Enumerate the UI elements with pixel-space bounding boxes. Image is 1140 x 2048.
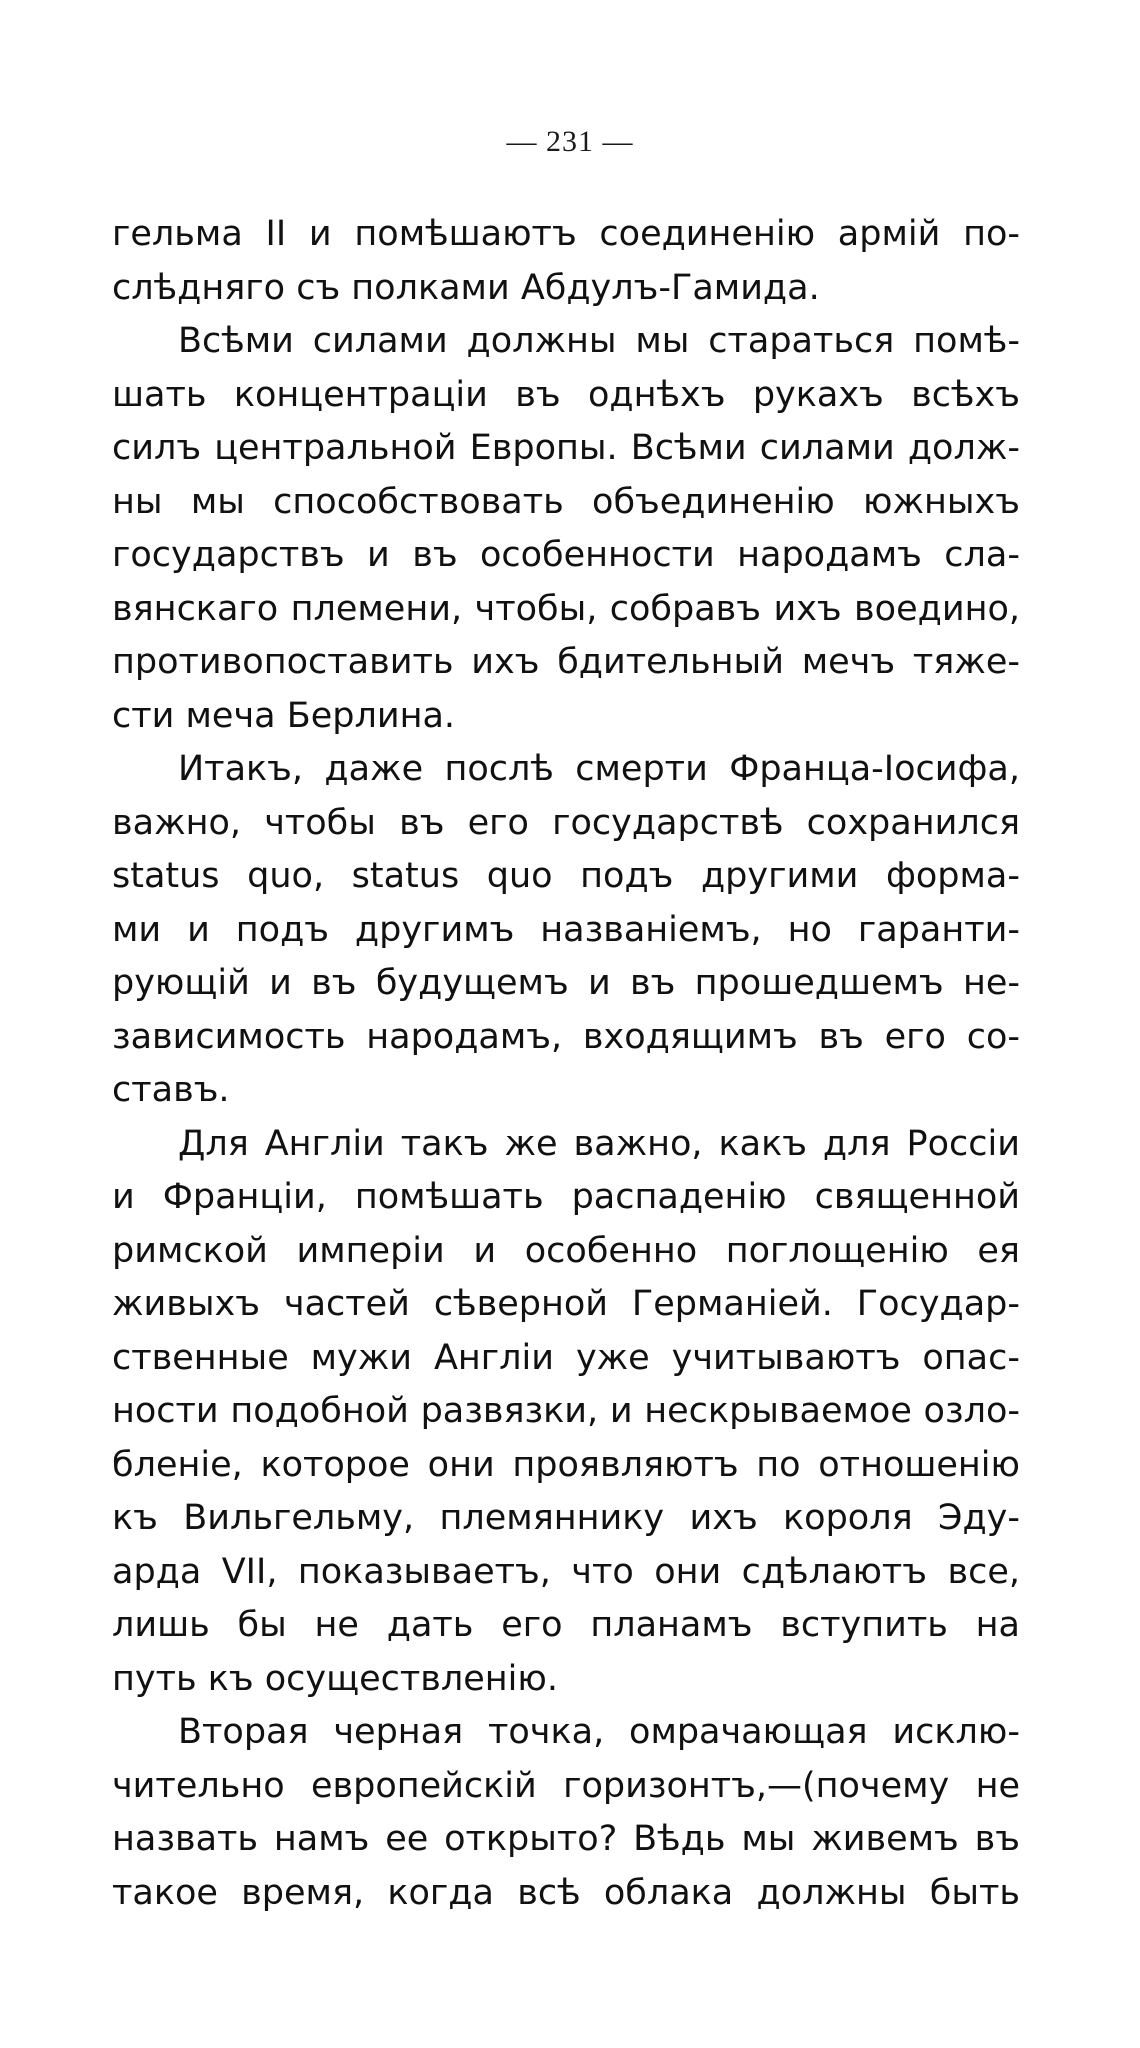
text-line: status quo, status quo подъ другими форма-	[112, 856, 1020, 896]
paragraph-4	[112, 1118, 1020, 1707]
text-line: вянскаго племени, чтобы, собравъ ихъ воедино,	[112, 588, 1020, 629]
text-line: къ Вильгельму, племяннику ихъ короля Эду-	[112, 1498, 1020, 1538]
text-line: гельма II и помѣшаютъ соединенію армій по-	[112, 214, 1020, 254]
text-line: такое время, когда всѣ облака должны быть	[112, 1872, 1020, 1913]
text-line: Всѣми силами должны мы стараться помѣ-	[178, 321, 1020, 361]
text-line: ставъ.	[112, 1070, 230, 1110]
text-line: ности подобной развязки, и нескрываемое озло-	[112, 1391, 1020, 1431]
text-line: важно, чтобы въ его государствѣ сохранился	[112, 802, 1020, 843]
text-line: и Франціи, помѣшать распаденію священной	[112, 1177, 1020, 1217]
paragraph-2	[112, 315, 1020, 743]
text-line: зависимость народамъ, входящимъ въ его со-	[112, 1016, 1020, 1057]
text-line: назвать намъ ее открыто? Вѣдь мы живемъ въ	[112, 1819, 1020, 1859]
text-line: лишь бы не дать его планамъ вступить на	[112, 1605, 1020, 1645]
text-line: Итакъ, даже послѣ смерти Франца-Іосифа,	[178, 749, 1020, 789]
text-line: государствъ и въ особенности народамъ сла-	[112, 535, 1020, 575]
page-number: — 231 —	[506, 125, 634, 158]
paragraph-3	[112, 743, 1020, 1118]
text-line: сти меча Берлина.	[112, 695, 456, 736]
text-line: шать концентраціи въ однѣхъ рукахъ всѣхъ	[112, 374, 1020, 415]
text-line: слѣдняго съ полками Абдулъ-Гамида.	[112, 267, 820, 308]
text-line: противопоставить ихъ бдительный мечъ тяже-	[112, 642, 1020, 682]
text-line: арда VII, показываетъ, что они сдѣлаютъ все,	[112, 1551, 1020, 1592]
text-line: Вторая черная точка, омрачающая исклю-	[178, 1712, 1020, 1752]
text-line: Для Англіи такъ же важно, какъ для Россіи	[178, 1123, 1020, 1164]
text-line: путь къ осуществленію.	[112, 1658, 558, 1699]
text-line: ственные мужи Англіи уже учитываютъ опас-	[112, 1337, 1020, 1378]
body-text	[112, 208, 1020, 1920]
text-line: чительно европейскій горизонтъ,—(почему не	[112, 1765, 1020, 1806]
text-line: римской имперіи и особенно поглощенію ея	[112, 1230, 1020, 1271]
text-line: бленіе, которое они проявляютъ по отношенію	[112, 1444, 1020, 1485]
text-line: живыхъ частей сѣверной Германіей. Государ-	[112, 1284, 1020, 1324]
text-line: ны мы способствовать объединенію южныхъ	[112, 481, 1020, 522]
text-line: силъ центральной Европы. Всѣми силами долж-	[112, 428, 1020, 468]
paragraph-1	[112, 208, 1020, 315]
text-line: рующій и въ будущемъ и въ прошедшемъ не-	[112, 963, 1020, 1003]
paragraph-5	[112, 1706, 1020, 1920]
text-line: ми и подъ другимъ названіемъ, но гаранти-	[112, 909, 1020, 950]
